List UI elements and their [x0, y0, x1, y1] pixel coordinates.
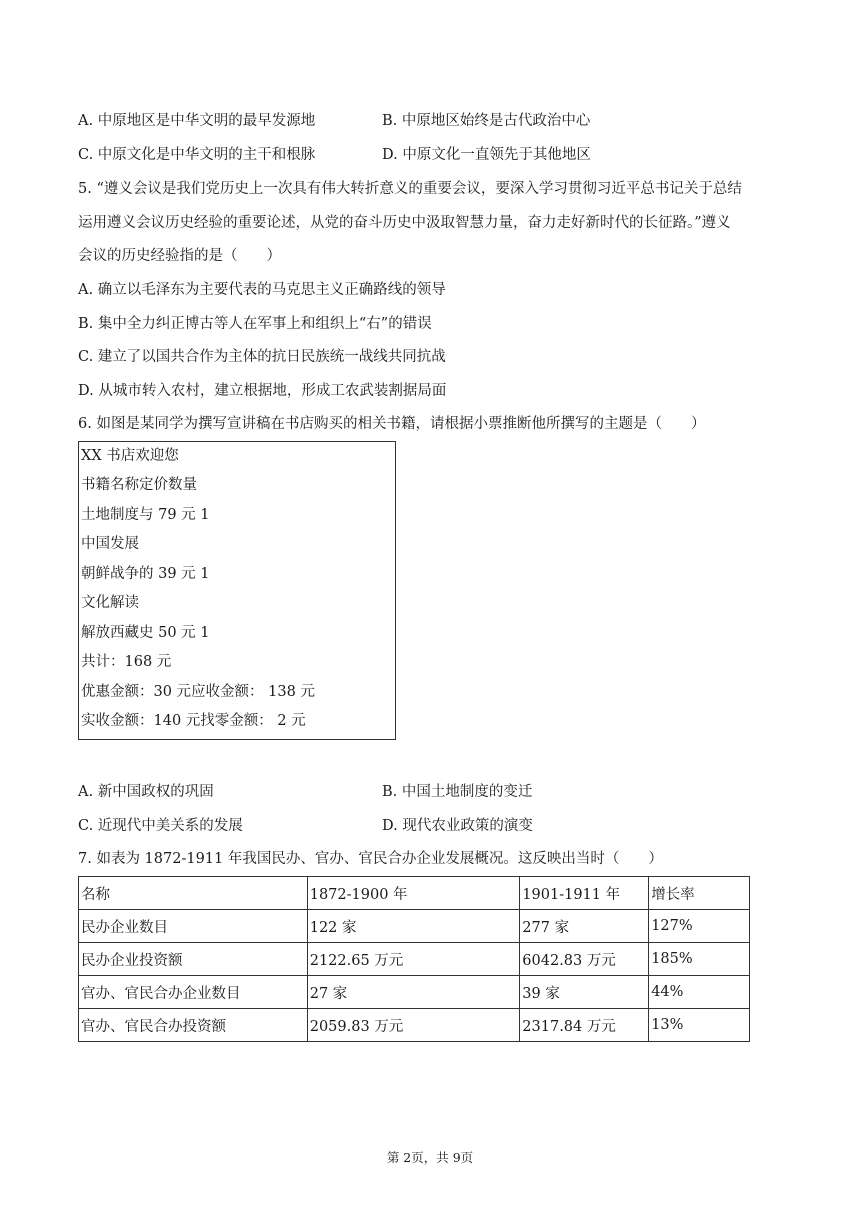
q6-option-a: A. 新中国政权的巩固	[78, 784, 214, 800]
table-cell: 官办、官民合办企业数目	[79, 976, 308, 1009]
receipt-line: 土地制度与 79 元 1	[81, 507, 210, 523]
table-row	[79, 976, 750, 1009]
table-row	[79, 910, 750, 943]
q6-option-c: C. 近现代中美关系的发展	[78, 818, 243, 834]
receipt-line: 朝鲜战争的 39 元 1	[81, 566, 210, 582]
table-row	[79, 943, 750, 976]
page-footer: 第 2页，共 9页	[386, 1150, 474, 1165]
table-cell: 39 家	[520, 976, 649, 1009]
table-header-cell: 增长率	[649, 877, 750, 910]
q4-option-c: C. 中原文化是中华文明的主干和根脉	[78, 147, 316, 163]
table-cell: 官办、官民合办投资额	[79, 1009, 308, 1042]
receipt-line: 实收金额：140 元找零金额： 2 元	[81, 713, 306, 729]
q5-option-b: B. 集中全力纠正博古等人在军事上和组织上“右”的错误	[78, 316, 432, 332]
table-row	[79, 1009, 750, 1042]
table-cell: 2122.65 万元	[307, 943, 520, 976]
q4-option-a: A. 中原地区是中华文明的最早发源地	[78, 113, 316, 129]
enterprise-table	[78, 876, 750, 1042]
q5-option-c: C. 建立了以国共合作为主体的抗日民族统一战线共同抗战	[78, 349, 446, 365]
table-cell: 27 家	[307, 976, 520, 1009]
table-cell: 2317.84 万元	[520, 1009, 649, 1042]
receipt-box	[78, 441, 396, 740]
receipt-line: 优惠金额：30 元应收金额： 138 元	[81, 684, 315, 700]
table-cell: 44%	[649, 976, 750, 1009]
table-cell: 13%	[649, 1009, 750, 1042]
table-cell: 185%	[649, 943, 750, 976]
receipt-line: 解放西藏史 50 元 1	[81, 625, 210, 641]
table-cell: 127%	[649, 910, 750, 943]
table-header-cell: 名称	[79, 877, 308, 910]
receipt-line: 文化解读	[81, 595, 139, 611]
receipt-line: 中国发展	[81, 536, 139, 552]
table-header-cell: 1872-1900 年	[307, 877, 520, 910]
q6-option-b: B. 中国土地制度的变迁	[382, 784, 533, 800]
table-header-row	[79, 877, 750, 910]
receipt-line: XX 书店欢迎您	[81, 448, 179, 464]
q5-stem-line-3: 会议的历史经验指的是（ ）	[78, 248, 281, 264]
q5-option-d: D. 从城市转入农村，建立根据地，形成工农武装割据局面	[78, 383, 447, 399]
q6-stem: 6. 如图是某同学为撰写宣讲稿在书店购买的相关书籍，请根据小票推断他所撰写的主题是（ ）	[78, 416, 706, 432]
q5-stem-line-2: 运用遵义会议历史经验的重要论述，从党的奋斗历史中汲取智慧力量，奋力走好新时代的长征路。”遵义	[78, 215, 731, 231]
q5-option-a: A. 确立以毛泽东为主要代表的马克思主义正确路线的领导	[78, 282, 446, 298]
receipt-line: 书籍名称定价数量	[81, 477, 197, 493]
table-cell: 民办企业数目	[79, 910, 308, 943]
table-header-cell: 1901-1911 年	[520, 877, 649, 910]
q5-stem-line-1: 5. “遵义会议是我们党历史上一次具有伟大转折意义的重要会议，要深入学习贯彻习近平总书记关于总结	[78, 181, 742, 197]
table-cell: 122 家	[307, 910, 520, 943]
q7-stem: 7. 如表为 1872-1911 年我国民办、官办、官民合办企业发展概况。这反映出当时（ ）	[78, 851, 663, 867]
receipt-line: 共计：168 元	[81, 654, 172, 670]
table-cell: 2059.83 万元	[307, 1009, 520, 1042]
q6-option-d: D. 现代农业政策的演变	[382, 818, 533, 834]
table-cell: 6042.83 万元	[520, 943, 649, 976]
q4-option-d: D. 中原文化一直领先于其他地区	[382, 147, 591, 163]
q4-option-b: B. 中原地区始终是古代政治中心	[382, 113, 591, 129]
table-cell: 民办企业投资额	[79, 943, 308, 976]
table-cell: 277 家	[520, 910, 649, 943]
